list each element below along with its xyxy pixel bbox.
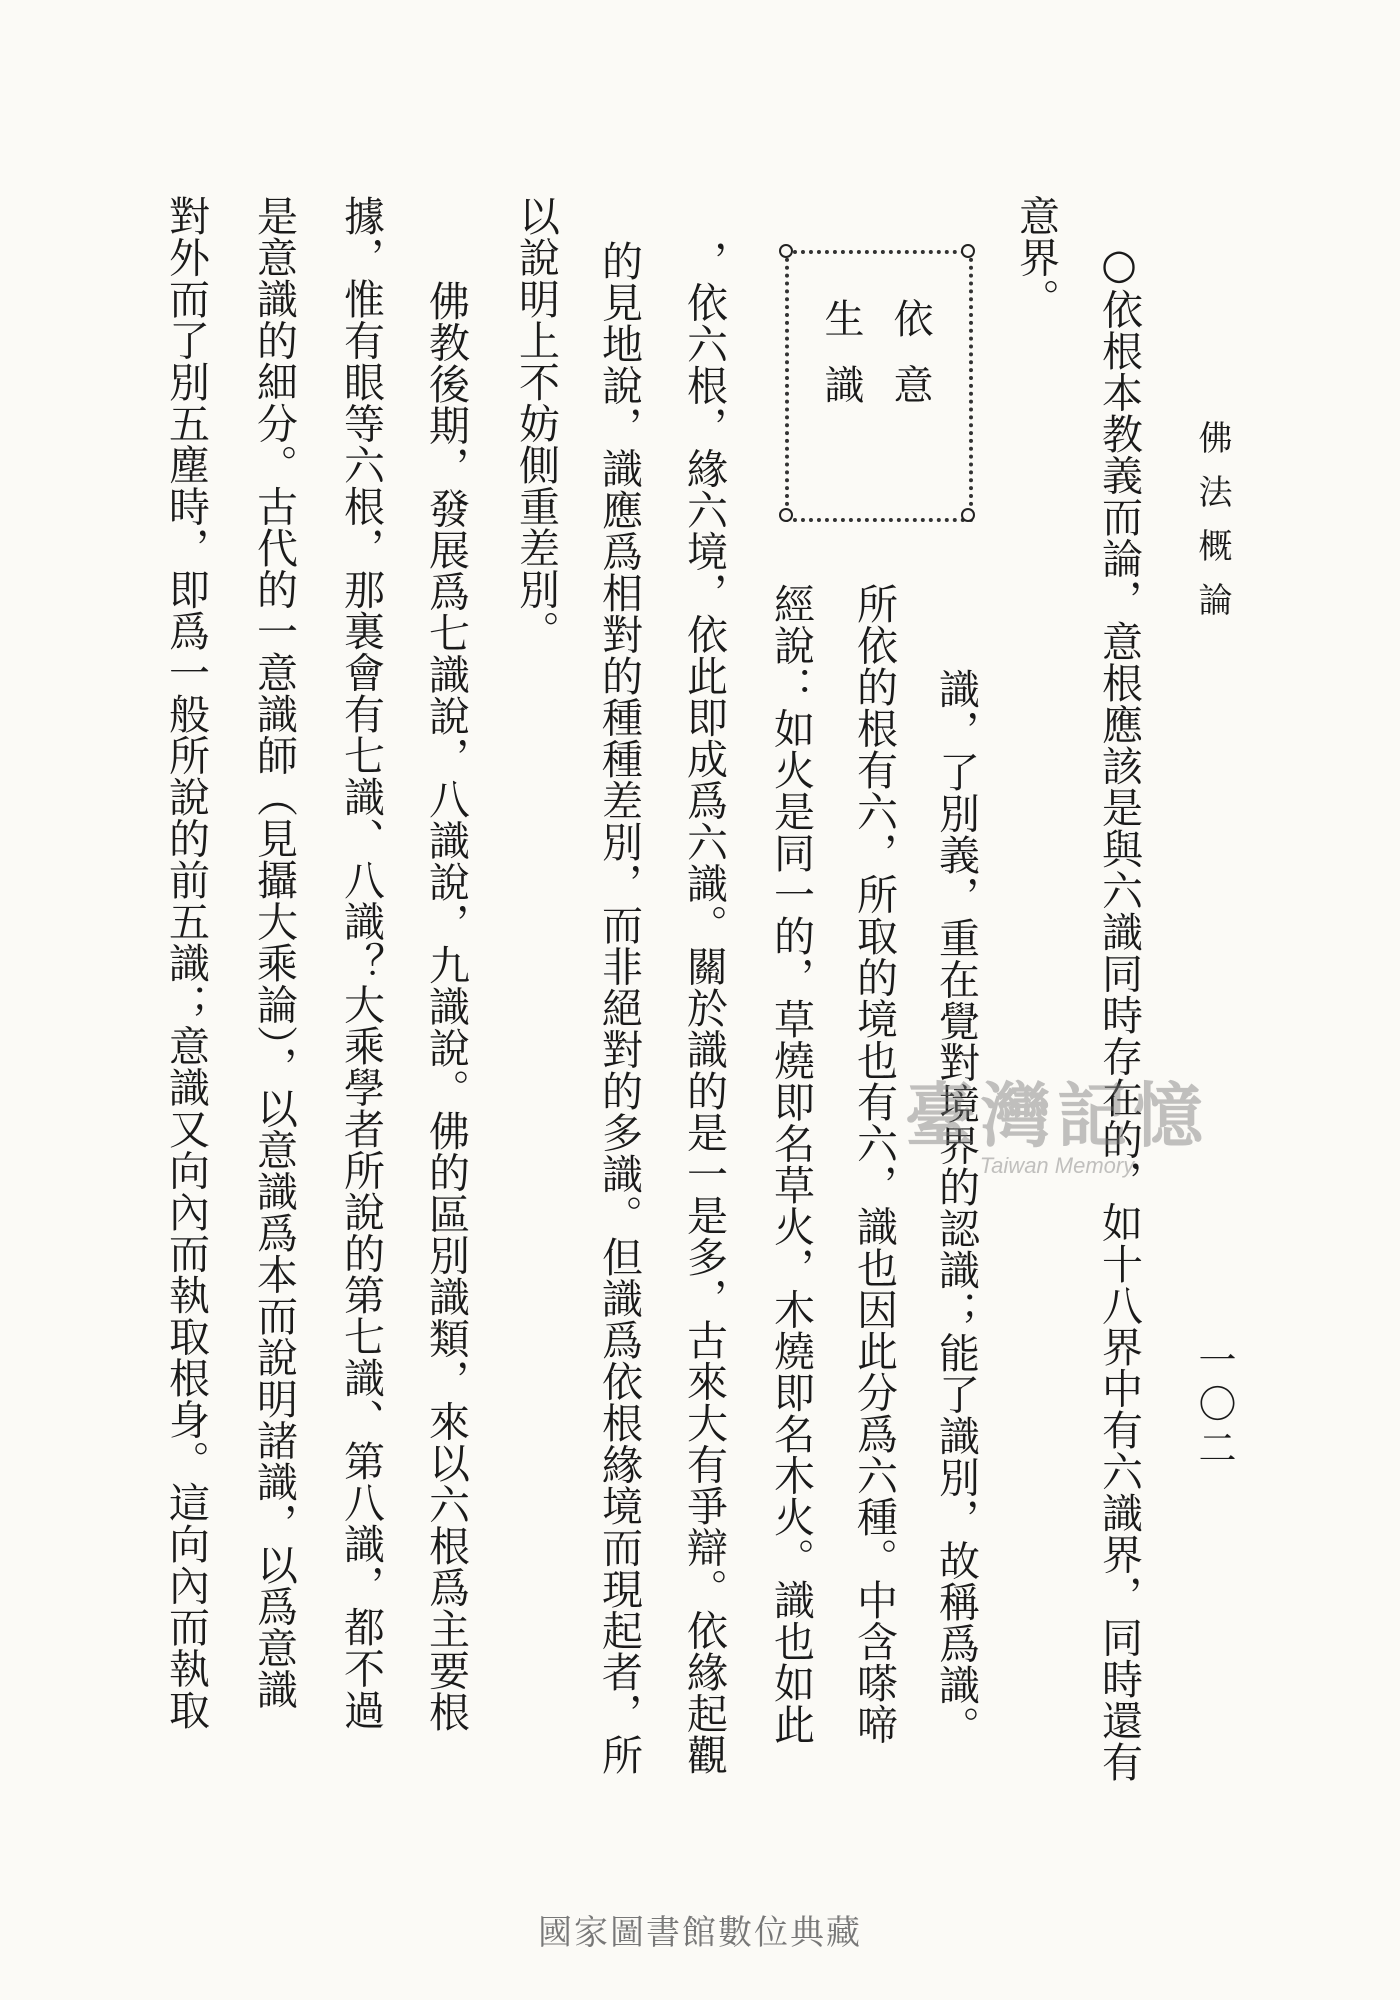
text-column-7: 的見地說，識應爲相對的種種差別，而非絕對的多識。但識爲依根緣境而現起者，所 [595, 240, 643, 1776]
text-column-4: 所依的根有六，所取的境也有六，識也因此分爲六種。中含嗏啼 [850, 583, 898, 1745]
box-text-right: 依意 [887, 298, 933, 430]
text-column-12: 對外而了別五塵時，即爲一般所說的前五識；意識又向內而執取根身。這向內而執取 [162, 195, 210, 1731]
text-column-10: 據，惟有眼等六根，那裏會有七識、八識？大乘學者所說的第七識、第八識，都不過 [337, 195, 385, 1731]
box-corner-circle [961, 508, 975, 522]
box-text-left: 生識 [818, 298, 864, 430]
box-corner-circle [779, 508, 793, 522]
text-column-6: ，依六根，緣六境，依此即成爲六識。關於識的是一是多，古來大有爭辯。依緣起觀 [680, 240, 728, 1776]
library-footer: 國家圖書館數位典藏 [538, 1913, 862, 1953]
text-column-3: 識，了別義，重在覺對境界的認識；能了識別，故稱爲識。 [932, 668, 980, 1747]
text-column-11: 是意識的細分。古代的一意識師（見攝大乘論），以意識爲本而說明諸識，以爲意識 [250, 195, 298, 1710]
taiwan-memory-watermark [905, 1060, 1209, 1179]
watermark-subtitle: Taiwan Memory [979, 1153, 1135, 1178]
box-corner-circle [779, 244, 793, 258]
page-number: 一〇二 [1192, 1340, 1236, 1472]
text-column-5: 經說：如火是同一的，草燒即名草火，木燒即名木火。識也如此 [767, 583, 815, 1745]
marginal-box [785, 250, 973, 522]
text-column-1: ○依根本教義而論，意根應該是與六識同時存在的，如十八界中有六識界，同時還有 [1095, 240, 1143, 1783]
watermark-logo: 臺灣記憶 [905, 1074, 1209, 1157]
text-column-8: 以說明上不妨側重差別。 [512, 195, 560, 652]
box-corner-circle [961, 244, 975, 258]
running-header-title: 佛法概論 [1192, 420, 1232, 636]
text-column-2: 意界。 [1012, 195, 1060, 320]
text-column-9: 佛教後期，發展爲七識說，八識說，九識說。佛的區別識類，來以六根爲主要根 [422, 280, 470, 1733]
